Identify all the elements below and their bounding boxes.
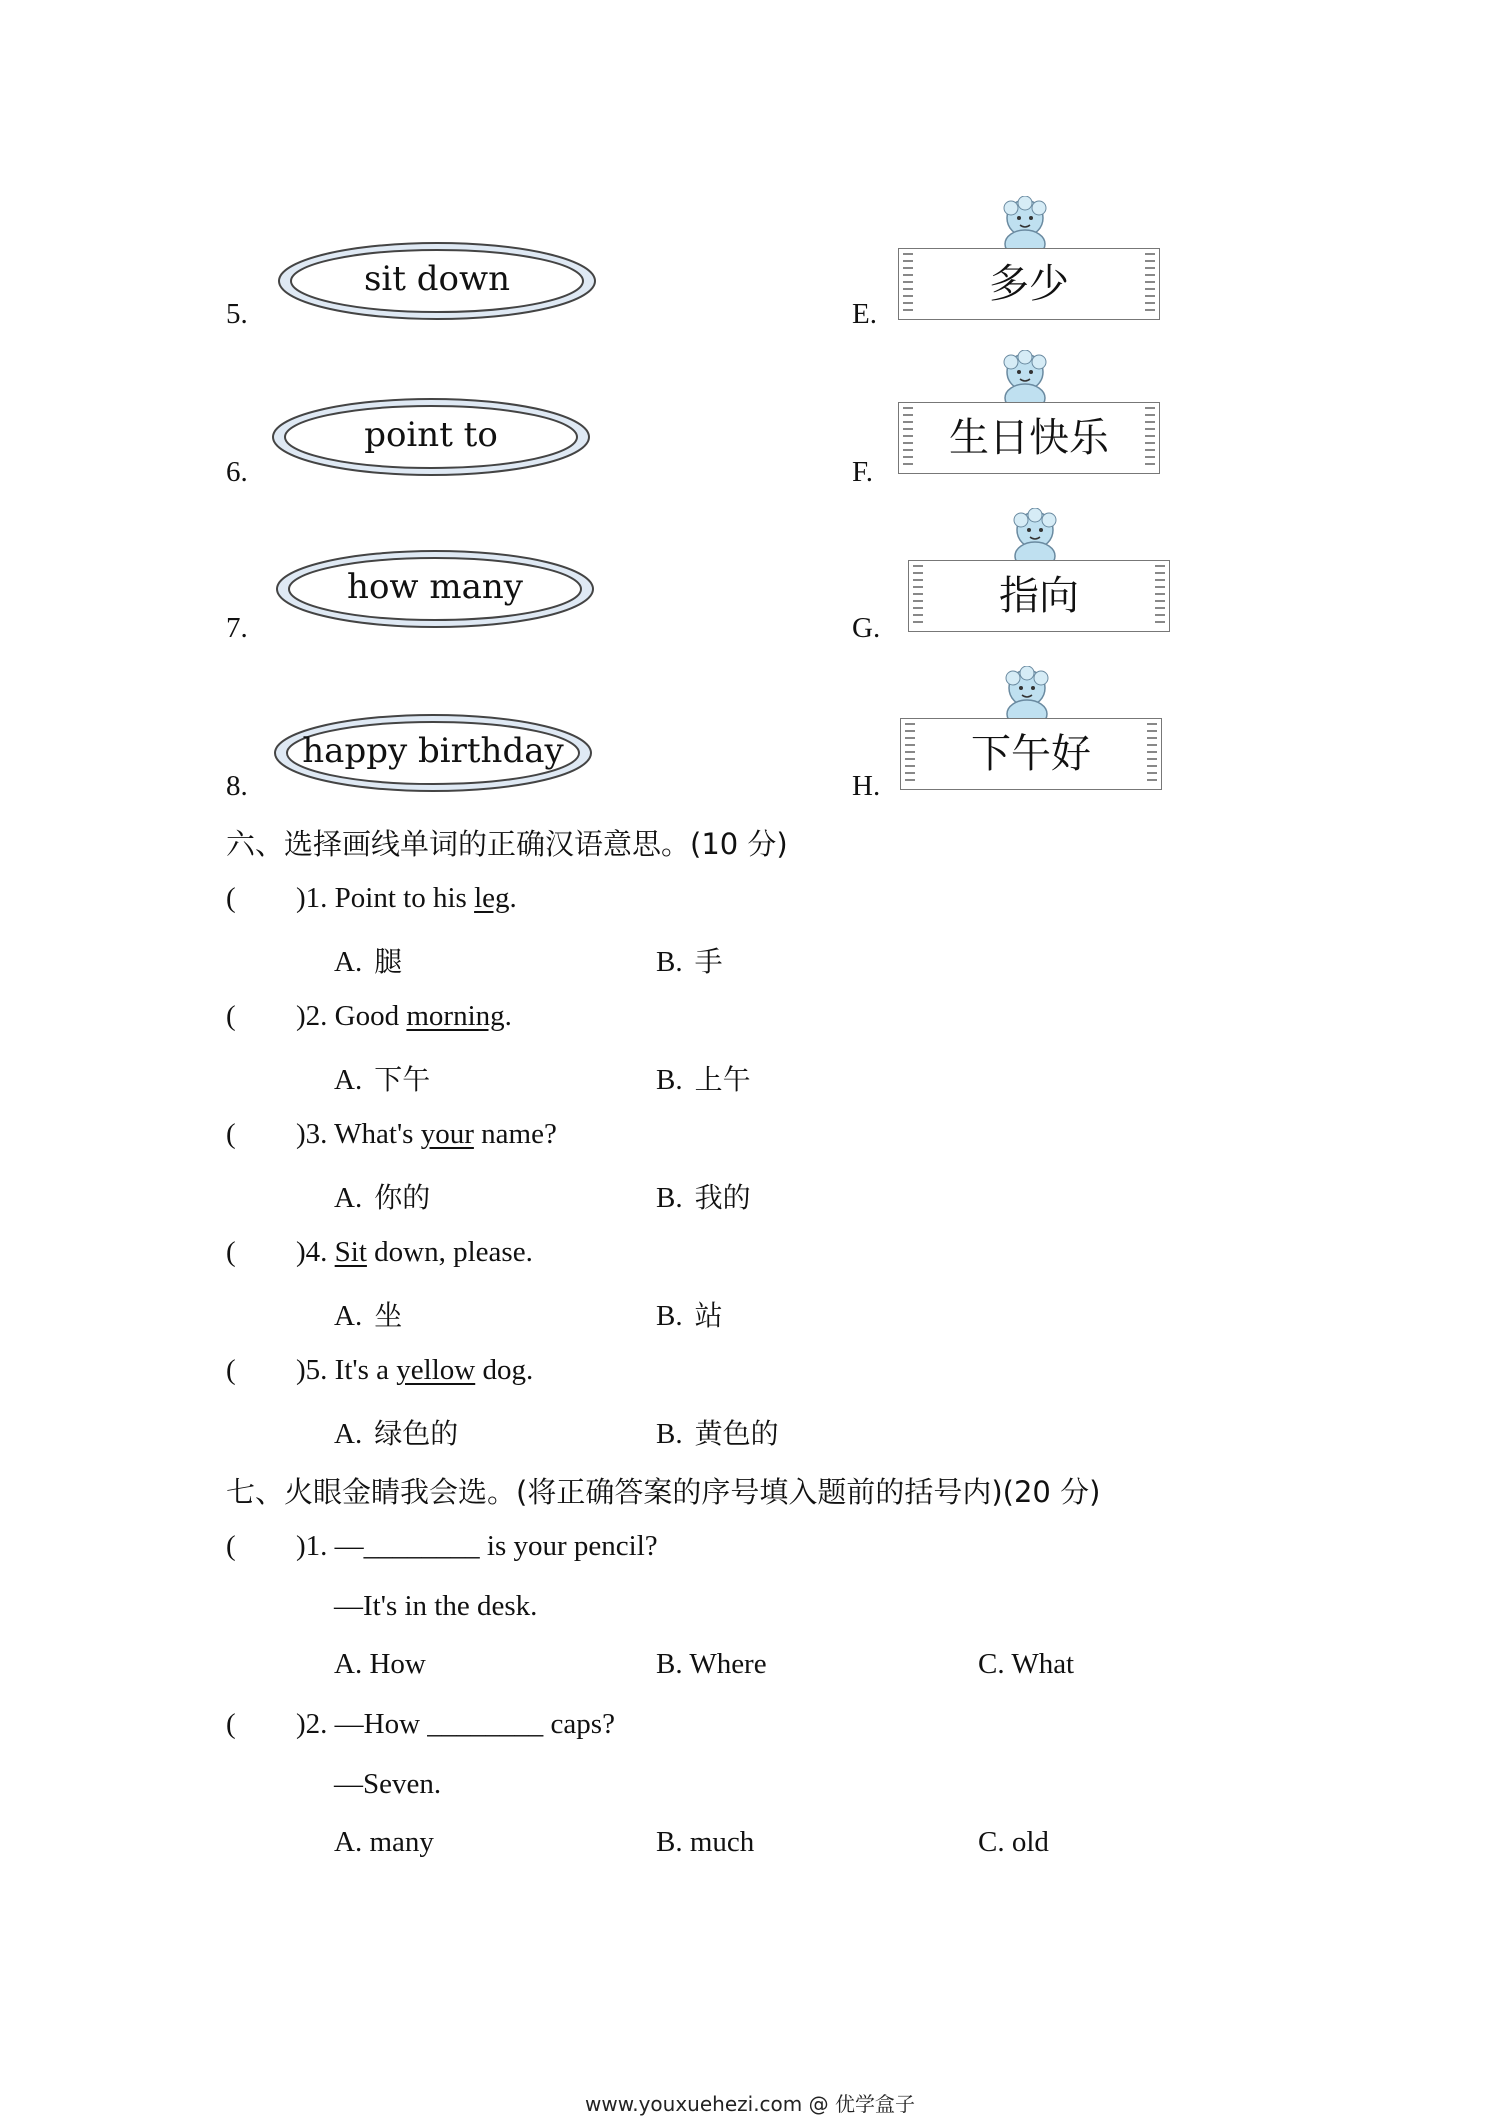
option-text: 腿 <box>374 945 403 978</box>
question-number: )5. <box>296 1354 328 1386</box>
section-7-heading: 七、火眼金睛我会选。(将正确答案的序号填入题前的括号内)(20 分) <box>226 1475 1101 1509</box>
option-b[interactable] <box>656 1412 779 1452</box>
phrase-badge-sit-down <box>272 236 602 326</box>
option-b[interactable] <box>656 940 723 980</box>
phrase-badge-point-to <box>266 392 596 482</box>
underlined-word: Sit <box>334 1236 367 1268</box>
option-label: B. <box>656 1418 683 1450</box>
question-number: )1. <box>296 1530 328 1562</box>
question-6-1 <box>296 882 517 915</box>
question-text-pre: Point to his <box>334 882 475 914</box>
question-line-2: —Seven. <box>334 1768 442 1800</box>
option-label: A. <box>334 1418 363 1450</box>
option-text: 下午 <box>374 1063 431 1096</box>
question-text-post: . <box>504 1000 512 1032</box>
phrase-badge-happy-birthday <box>268 708 598 798</box>
option-c[interactable]: C. What <box>978 1648 1075 1680</box>
option-a[interactable] <box>334 940 402 980</box>
question-text-post: dog. <box>475 1354 534 1386</box>
question-6-5 <box>296 1354 533 1387</box>
question-number: )1. <box>296 882 328 914</box>
question-text-post: name? <box>473 1118 557 1150</box>
option-text: 黄色的 <box>694 1417 779 1450</box>
match-letter-G: G. <box>852 612 881 644</box>
option-b[interactable] <box>656 1176 751 1216</box>
question-7-1 <box>296 1530 658 1563</box>
option-c[interactable]: C. old <box>978 1826 1049 1858</box>
option-a[interactable] <box>334 1176 430 1216</box>
card-text: 指向 <box>999 573 1079 619</box>
question-7-2 <box>296 1708 615 1741</box>
answer-paren[interactable]: ( <box>226 1000 236 1032</box>
badge-text: happy birthday <box>302 731 564 771</box>
option-a[interactable]: A. many <box>334 1826 434 1858</box>
option-label: A. <box>334 1182 363 1214</box>
question-line-1: —How ________ caps? <box>334 1708 615 1740</box>
option-label: B. <box>656 1064 683 1096</box>
question-text-pre: It's a <box>334 1354 397 1386</box>
question-6-2 <box>296 1000 512 1033</box>
option-label: B. <box>656 946 683 978</box>
match-letter-H: H. <box>852 770 881 802</box>
option-label: B. <box>656 1182 683 1214</box>
option-b[interactable]: B. Where <box>656 1648 767 1680</box>
option-b[interactable]: B. much <box>656 1826 755 1858</box>
question-number: )3. <box>296 1118 328 1150</box>
question-number: )2. <box>296 1708 328 1740</box>
option-text: 你的 <box>374 1181 431 1214</box>
question-6-4 <box>296 1236 533 1269</box>
option-label: A. <box>334 1300 363 1332</box>
answer-paren[interactable]: ( <box>226 1118 236 1150</box>
meaning-card-H <box>900 666 1162 856</box>
answer-paren[interactable]: ( <box>226 1236 236 1268</box>
option-text: 手 <box>694 945 723 978</box>
badge-text: how many <box>347 567 523 607</box>
question-6-3 <box>296 1118 557 1151</box>
badge-text: point to <box>364 415 498 455</box>
match-number-7: 7. <box>226 612 248 644</box>
underlined-word: your <box>420 1118 474 1150</box>
match-letter-F: F. <box>852 456 874 488</box>
question-number: )2. <box>296 1000 328 1032</box>
match-letter-E: E. <box>852 298 877 330</box>
question-number: )4. <box>296 1236 328 1268</box>
option-text: 上午 <box>694 1063 751 1096</box>
option-text: 绿色的 <box>374 1417 459 1450</box>
card-text: 下午好 <box>971 731 1091 777</box>
question-line-2: —It's in the desk. <box>334 1590 538 1622</box>
answer-paren[interactable]: ( <box>226 1708 236 1740</box>
match-number-8: 8. <box>226 770 248 802</box>
underlined-word: morning <box>406 1000 505 1032</box>
answer-paren[interactable]: ( <box>226 882 236 914</box>
question-text-pre: Good <box>334 1000 407 1032</box>
question-line-1: —________ is your pencil? <box>334 1530 658 1562</box>
option-b[interactable] <box>656 1058 751 1098</box>
underlined-word: leg <box>474 882 510 914</box>
match-number-6: 6. <box>226 456 248 488</box>
option-label: B. <box>656 1300 683 1332</box>
option-label: A. <box>334 1064 363 1096</box>
section-6-heading: 六、选择画线单词的正确汉语意思。(10 分) <box>226 827 788 861</box>
card-text: 生日快乐 <box>949 415 1109 461</box>
footer-watermark: www.youxuehezi.com @ 优学盒子 <box>585 2092 915 2116</box>
match-number-5: 5. <box>226 298 248 330</box>
card-text: 多少 <box>989 261 1069 307</box>
question-text-pre: What's <box>334 1118 421 1150</box>
underlined-word: yellow <box>396 1354 476 1386</box>
option-a[interactable] <box>334 1412 458 1452</box>
option-text: 我的 <box>694 1181 751 1214</box>
phrase-badge-how-many <box>270 544 600 634</box>
badge-text: sit down <box>363 259 511 299</box>
answer-paren[interactable]: ( <box>226 1530 236 1562</box>
question-text-post: down, please. <box>366 1236 533 1268</box>
option-text: 坐 <box>374 1299 403 1332</box>
option-a[interactable] <box>334 1058 430 1098</box>
option-label: A. <box>334 946 363 978</box>
option-b[interactable] <box>656 1294 723 1334</box>
option-a[interactable]: A. How <box>334 1648 426 1680</box>
question-text-post: . <box>509 882 517 914</box>
option-text: 站 <box>694 1299 723 1332</box>
answer-paren[interactable]: ( <box>226 1354 236 1386</box>
option-a[interactable] <box>334 1294 402 1334</box>
